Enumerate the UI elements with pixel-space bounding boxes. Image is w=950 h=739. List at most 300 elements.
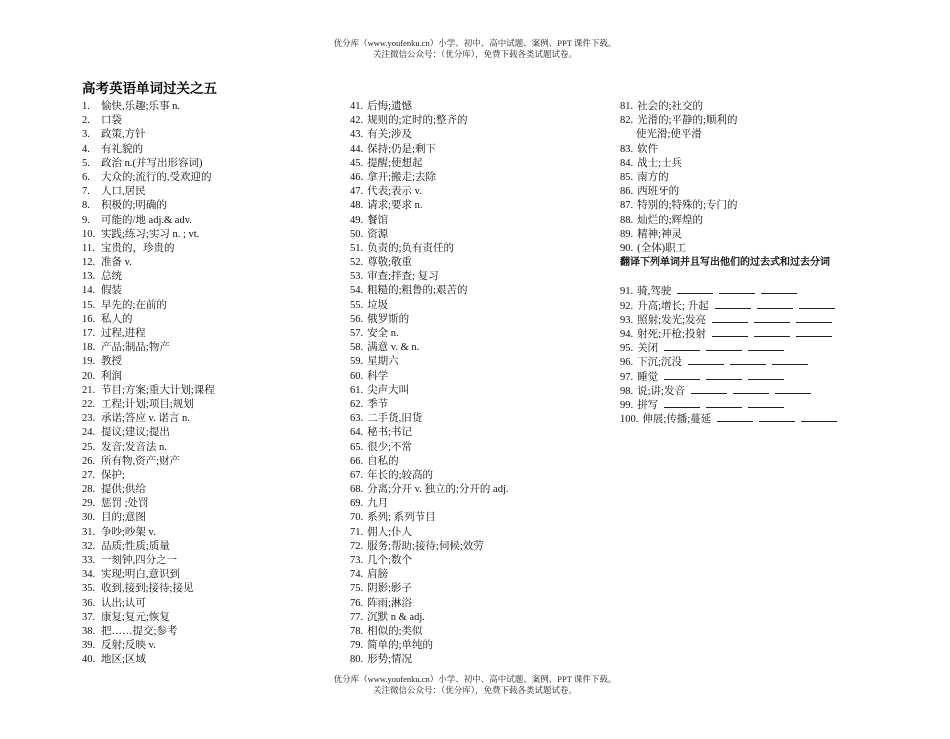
item-text: 几个;数个 bbox=[367, 555, 413, 566]
vocab-item bbox=[350, 653, 612, 667]
item-text: 规则的;定时的;整齐的 bbox=[367, 115, 468, 127]
item-text: 保持;仍是;剩下 bbox=[367, 143, 436, 155]
item-text: 请求;要求 n. bbox=[367, 200, 423, 212]
vocab-item bbox=[350, 398, 612, 412]
vocab-item bbox=[350, 526, 612, 540]
vocab-item bbox=[82, 284, 342, 298]
vocab-item bbox=[620, 228, 920, 242]
item-text: 总统 bbox=[101, 271, 122, 283]
item-number: 20. bbox=[82, 370, 96, 382]
vocab-item bbox=[82, 114, 342, 128]
item-number: 35. bbox=[82, 583, 96, 595]
vocab-item bbox=[350, 185, 612, 199]
vocab-item bbox=[350, 199, 612, 213]
verb-item bbox=[620, 355, 920, 369]
answer-blank[interactable] bbox=[664, 370, 700, 380]
item-number: 18. bbox=[82, 342, 96, 354]
item-number: 8. bbox=[82, 200, 90, 212]
item-number: 65. bbox=[350, 441, 364, 453]
vocab-item bbox=[82, 341, 342, 355]
vocab-item bbox=[82, 412, 342, 426]
vocab-item bbox=[350, 100, 612, 114]
item-text: 认出;认可 bbox=[101, 597, 146, 609]
verb-item bbox=[620, 327, 920, 341]
vocab-item bbox=[350, 242, 612, 256]
item-number: 54. bbox=[350, 285, 364, 297]
vocab-item bbox=[350, 611, 612, 625]
item-text: 精神;神灵 bbox=[637, 228, 683, 240]
item-text: 佣人;仆人 bbox=[367, 526, 413, 538]
item-text: 产品;制品;物产 bbox=[101, 342, 170, 354]
item-text: 政治 n.(并写出形容词) bbox=[101, 157, 203, 169]
vocab-item bbox=[350, 455, 612, 469]
vocab-item bbox=[350, 412, 612, 426]
item-text: 拿开;搬走;去除 bbox=[367, 171, 436, 183]
vocab-item bbox=[350, 157, 612, 171]
answer-blank[interactable] bbox=[691, 384, 727, 394]
item-number: 34. bbox=[82, 569, 96, 581]
item-text: 阴影;影子 bbox=[367, 583, 413, 595]
vocab-item bbox=[82, 398, 342, 412]
answer-blank[interactable] bbox=[775, 384, 811, 394]
vocab-item bbox=[620, 185, 920, 199]
answer-blank[interactable] bbox=[706, 370, 742, 380]
item-number: 58. bbox=[350, 342, 364, 354]
item-number: 29. bbox=[82, 498, 96, 510]
answer-blank[interactable] bbox=[733, 384, 769, 394]
item-number: 50. bbox=[350, 228, 364, 240]
item-text: 简单的;单纯的 bbox=[367, 640, 434, 652]
item-text: 灿烂的;辉煌的 bbox=[637, 214, 704, 226]
vocab-item bbox=[82, 242, 342, 256]
item-text: 睡觉 bbox=[637, 371, 659, 383]
item-number: 42. bbox=[350, 115, 364, 127]
item-number: 43. bbox=[350, 129, 364, 141]
item-text: 政策,方针 bbox=[101, 129, 146, 141]
item-text: 反射;反映 v. bbox=[101, 640, 156, 652]
answer-blank[interactable] bbox=[712, 313, 748, 323]
item-number: 30. bbox=[82, 512, 96, 524]
vocab-item bbox=[620, 214, 920, 228]
answer-blank[interactable] bbox=[748, 398, 784, 408]
item-text: 相似的;类似 bbox=[367, 625, 423, 637]
item-text: 愉快,乐趣;乐事 n. bbox=[101, 101, 181, 112]
item-number: 92. bbox=[620, 300, 634, 312]
item-text: 季节 bbox=[367, 398, 389, 410]
item-number: 72. bbox=[350, 540, 364, 552]
vocab-item bbox=[82, 568, 342, 582]
answer-blank[interactable] bbox=[754, 313, 790, 323]
item-text: 后悔;遗憾 bbox=[367, 101, 413, 112]
answer-blank[interactable] bbox=[730, 355, 766, 365]
item-text: 准备 v. bbox=[101, 257, 132, 269]
item-number: 37. bbox=[82, 611, 96, 623]
answer-blank[interactable] bbox=[664, 398, 700, 408]
item-number: 33. bbox=[82, 555, 96, 566]
answer-blank[interactable] bbox=[688, 355, 724, 365]
item-number: 48. bbox=[350, 200, 364, 212]
item-text: 升高;增长; 升起 bbox=[637, 300, 709, 312]
vocab-item bbox=[82, 469, 342, 483]
item-text: 负责的;负有责任的 bbox=[367, 242, 455, 254]
answer-blank[interactable] bbox=[748, 341, 784, 351]
vocab-item bbox=[82, 511, 342, 525]
answer-blank[interactable] bbox=[801, 412, 837, 422]
verb-item bbox=[620, 313, 920, 327]
item-text: 节目;方案;重大计划;课程 bbox=[101, 384, 215, 396]
item-number: 70. bbox=[350, 512, 364, 524]
item-number: 12. bbox=[82, 257, 96, 269]
item-text: 利润 bbox=[101, 370, 122, 382]
item-text: 下沉;沉没 bbox=[637, 357, 683, 369]
vocab-item bbox=[82, 653, 342, 667]
item-text: 服务;帮助;接待;伺候;效劳 bbox=[367, 540, 484, 552]
item-text: 有礼貌的 bbox=[101, 143, 143, 155]
answer-blank[interactable] bbox=[754, 327, 790, 337]
item-text: 品质;性质;质量 bbox=[101, 540, 170, 552]
vocab-item bbox=[350, 384, 612, 398]
item-text: 安全 n. bbox=[367, 328, 399, 339]
item-number: 82. bbox=[620, 115, 634, 127]
item-text: 宝贵的，珍贵的 bbox=[101, 242, 175, 254]
item-number: 46. bbox=[350, 171, 364, 183]
item-number: 21. bbox=[82, 384, 96, 396]
vocab-item bbox=[82, 540, 342, 554]
item-text: 私人的 bbox=[101, 313, 133, 325]
answer-blank[interactable] bbox=[796, 313, 832, 323]
vocab-item bbox=[82, 554, 342, 568]
item-number: 10. bbox=[82, 228, 96, 240]
item-text: 地区;区域 bbox=[101, 654, 146, 666]
item-number: 27. bbox=[82, 469, 96, 481]
item-text: 沉默 n & adj. bbox=[367, 611, 425, 623]
answer-blank[interactable] bbox=[706, 398, 742, 408]
item-text: 大众的;流行的,受欢迎的 bbox=[101, 171, 212, 183]
item-text: 可能的/地 adj.& adv. bbox=[101, 214, 192, 226]
vocab-item bbox=[82, 185, 342, 199]
item-number: 47. bbox=[350, 186, 364, 198]
vocab-item bbox=[82, 143, 342, 157]
item-text: 早先的;在前的 bbox=[101, 299, 167, 311]
item-text: 人口,居民 bbox=[101, 186, 146, 198]
vocab-item bbox=[620, 143, 920, 157]
answer-blank[interactable] bbox=[664, 341, 700, 351]
vocab-item bbox=[82, 639, 342, 653]
item-number: 51. bbox=[350, 242, 364, 254]
item-number: 86. bbox=[620, 186, 634, 198]
item-number: 28. bbox=[82, 484, 96, 496]
item-text: 口袋 bbox=[101, 115, 122, 127]
item-number: 80. bbox=[350, 654, 364, 666]
vocab-item bbox=[350, 341, 612, 355]
item-number: 67. bbox=[350, 469, 364, 481]
item-text: 星期六 bbox=[367, 356, 399, 368]
item-text: 收到,接到;接待;接见 bbox=[101, 583, 194, 595]
item-text: 实现;明白,意识到 bbox=[101, 569, 181, 581]
answer-blank[interactable] bbox=[799, 299, 835, 309]
item-text: 关闭 bbox=[637, 343, 659, 355]
vocab-item bbox=[82, 299, 342, 313]
vocab-item bbox=[82, 611, 342, 625]
item-number: 11. bbox=[82, 242, 95, 254]
item-number: 81. bbox=[620, 101, 634, 112]
vocab-item bbox=[350, 214, 612, 228]
vocab-item bbox=[82, 228, 342, 242]
item-text: 保护; bbox=[101, 469, 125, 481]
item-text: 骑,驾驶 bbox=[637, 286, 672, 298]
item-number: 84. bbox=[620, 157, 634, 169]
item-text: 射死;开枪;投射 bbox=[637, 329, 706, 340]
item-number: 90. bbox=[620, 242, 634, 254]
answer-blank[interactable] bbox=[719, 284, 755, 294]
item-text: 过程,进程 bbox=[101, 328, 146, 339]
item-number: 99. bbox=[620, 399, 634, 411]
item-text: 争吵;吵架 v. bbox=[101, 526, 156, 538]
item-number: 2. bbox=[82, 115, 90, 127]
item-text: 南方的 bbox=[637, 171, 669, 183]
item-text: 假装 bbox=[101, 285, 122, 297]
answer-blank[interactable] bbox=[772, 355, 808, 365]
item-number: 17. bbox=[82, 328, 96, 339]
item-text: 秘书;书记 bbox=[367, 427, 413, 439]
vocab-item bbox=[350, 128, 612, 142]
item-number: 41. bbox=[350, 101, 364, 112]
verb-item bbox=[620, 398, 920, 412]
item-number: 64. bbox=[350, 427, 364, 439]
header-banner-line2: 关注微信公众号：（优分库），免费下载各类试题试卷。 bbox=[372, 48, 577, 59]
vocab-column-3 bbox=[620, 100, 920, 426]
item-number: 39. bbox=[82, 640, 96, 652]
vocab-item bbox=[350, 469, 612, 483]
vocab-item bbox=[620, 171, 920, 185]
item-text: 科学 bbox=[367, 370, 389, 382]
item-text: 社会的;社交的 bbox=[637, 101, 704, 112]
item-text: 系列; 系列节目 bbox=[367, 512, 436, 524]
item-number: 14. bbox=[82, 285, 96, 297]
item-number: 9. bbox=[82, 214, 90, 226]
item-text: 拼写 bbox=[637, 399, 659, 411]
vocab-item bbox=[350, 284, 612, 298]
vocab-item bbox=[82, 199, 342, 213]
vocab-item bbox=[350, 568, 612, 582]
item-number: 23. bbox=[82, 413, 96, 425]
vocab-item bbox=[82, 100, 342, 114]
item-number: 5. bbox=[82, 157, 90, 169]
item-number: 96. bbox=[620, 357, 634, 369]
item-text: 发音;发音法 n. bbox=[101, 441, 167, 453]
item-number: 4. bbox=[82, 143, 90, 155]
item-number: 22. bbox=[82, 398, 96, 410]
vocab-item bbox=[350, 313, 612, 327]
item-text: 把……提交;参考 bbox=[101, 625, 178, 637]
item-number: 45. bbox=[350, 157, 364, 169]
vocab-item bbox=[350, 441, 612, 455]
vocab-item bbox=[350, 582, 612, 596]
item-text: 肩膀 bbox=[367, 569, 389, 581]
item-number: 97. bbox=[620, 371, 634, 383]
vocab-item bbox=[82, 483, 342, 497]
vocab-item bbox=[82, 128, 342, 142]
answer-blank[interactable] bbox=[706, 341, 742, 351]
item-text: 代表;表示 v. bbox=[367, 186, 422, 198]
item-text: 惩罚 ;处罚 bbox=[101, 498, 149, 510]
item-number: 75. bbox=[350, 583, 364, 595]
vocab-item bbox=[350, 483, 612, 497]
item-text: 提醒;使想起 bbox=[367, 157, 423, 169]
answer-blank[interactable] bbox=[796, 327, 832, 337]
header-banner-line1: 优分库（www.youfenku.cn）小学、初中、高中试题、案例、PPT 课件下载。 bbox=[333, 38, 617, 48]
item-number: 66. bbox=[350, 455, 364, 467]
item-number: 13. bbox=[82, 271, 96, 283]
item-number: 59. bbox=[350, 356, 364, 368]
vocab-item bbox=[82, 313, 342, 327]
vocab-item bbox=[82, 384, 342, 398]
item-text: 光滑的;平静的;顺利的 bbox=[637, 115, 738, 127]
vocab-item bbox=[350, 497, 612, 511]
item-text: 特别的;特殊的;专门的 bbox=[637, 200, 738, 212]
answer-blank[interactable] bbox=[757, 299, 793, 309]
item-number: 52. bbox=[350, 257, 364, 269]
vocab-item bbox=[620, 114, 920, 128]
vocab-item bbox=[350, 228, 612, 242]
item-number: 89. bbox=[620, 228, 634, 240]
answer-blank[interactable] bbox=[677, 284, 713, 294]
item-text: 伸展;传播;蔓延 bbox=[642, 414, 712, 426]
item-number: 61. bbox=[350, 384, 364, 396]
item-number: 15. bbox=[82, 299, 96, 311]
item-text: 尊敬;敬重 bbox=[367, 257, 413, 269]
item-text: 实践;练习;实习 n. ; vt. bbox=[101, 228, 200, 240]
item-number: 73. bbox=[350, 555, 364, 566]
item-number: 98. bbox=[620, 385, 634, 397]
item-number: 62. bbox=[350, 398, 364, 410]
item-text: 满意 v. & n. bbox=[367, 342, 420, 354]
item-text: 二手货,旧货 bbox=[367, 413, 423, 425]
item-number: 1. bbox=[82, 101, 90, 112]
footer-banner bbox=[0, 674, 950, 695]
item-number: 63. bbox=[350, 413, 364, 425]
vocab-item bbox=[82, 597, 342, 611]
item-text: 资源 bbox=[367, 228, 389, 240]
vocab-item bbox=[350, 554, 612, 568]
verb-item bbox=[620, 370, 920, 384]
answer-blank[interactable] bbox=[761, 284, 797, 294]
item-number: 94. bbox=[620, 329, 634, 340]
item-text: 一刻钟,四分之一 bbox=[101, 555, 178, 566]
vocab-item bbox=[82, 355, 342, 369]
item-number: 69. bbox=[350, 498, 364, 510]
item-text: 提议;建议;提出 bbox=[101, 427, 170, 439]
verb-item bbox=[620, 384, 920, 398]
vocab-item bbox=[620, 157, 920, 171]
vocab-item bbox=[620, 199, 920, 213]
answer-blank[interactable] bbox=[748, 370, 784, 380]
item-number: 85. bbox=[620, 171, 634, 183]
item-number: 95. bbox=[620, 343, 634, 355]
vocab-item bbox=[82, 455, 342, 469]
item-text: 垃圾 bbox=[367, 299, 389, 311]
vocab-item-continuation: 使光滑;使平滑 bbox=[636, 129, 702, 141]
vocab-item bbox=[82, 426, 342, 440]
vocab-column-2 bbox=[350, 100, 612, 668]
item-text: 阵雨;淋浴 bbox=[367, 597, 413, 609]
item-text: 软件 bbox=[637, 143, 659, 155]
item-text: 工程;计划;项目;规划 bbox=[101, 398, 194, 410]
vocab-item bbox=[350, 143, 612, 157]
item-text: 提供;供给 bbox=[101, 484, 146, 496]
vocab-item bbox=[82, 441, 342, 455]
item-number: 93. bbox=[620, 314, 634, 326]
item-number: 44. bbox=[350, 143, 364, 155]
item-number: 38. bbox=[82, 625, 96, 637]
item-number: 57. bbox=[350, 328, 364, 339]
item-text: (全体)职工 bbox=[637, 242, 687, 254]
vocab-item bbox=[82, 214, 342, 228]
vocab-item bbox=[350, 114, 612, 128]
vocab-column-1 bbox=[82, 100, 342, 668]
answer-blank[interactable] bbox=[715, 299, 751, 309]
item-number: 3. bbox=[82, 129, 90, 141]
item-number: 76. bbox=[350, 597, 364, 609]
item-number: 83. bbox=[620, 143, 634, 155]
verb-item bbox=[620, 341, 920, 355]
section-heading: 翻译下列单词并且写出他们的过去式和过去分词 bbox=[620, 257, 830, 269]
vocab-item bbox=[350, 511, 612, 525]
answer-blank[interactable] bbox=[759, 412, 795, 422]
item-number: 53. bbox=[350, 271, 364, 283]
vocab-item bbox=[82, 270, 342, 284]
item-text: 说;讲;发音 bbox=[637, 385, 685, 397]
item-text: 西班牙的 bbox=[637, 186, 680, 198]
item-text: 很少;不常 bbox=[367, 441, 413, 453]
item-number: 36. bbox=[82, 597, 96, 609]
item-text: 教授 bbox=[101, 356, 122, 368]
item-number: 74. bbox=[350, 569, 364, 581]
header-banner bbox=[0, 38, 950, 59]
item-number: 91. bbox=[620, 286, 634, 298]
item-number: 77. bbox=[350, 611, 364, 623]
item-number: 19. bbox=[82, 356, 96, 368]
vocab-item bbox=[82, 256, 342, 270]
vocab-item bbox=[82, 526, 342, 540]
item-text: 粗糙的;粗鲁的;艰苦的 bbox=[367, 285, 468, 297]
vocab-item bbox=[350, 370, 612, 384]
vocab-item bbox=[350, 625, 612, 639]
vocab-item bbox=[350, 171, 612, 185]
answer-blank[interactable] bbox=[717, 412, 753, 422]
vocab-item bbox=[350, 639, 612, 653]
item-number: 78. bbox=[350, 625, 364, 637]
item-number: 25. bbox=[82, 441, 96, 453]
vocab-item bbox=[350, 270, 612, 284]
item-number: 100. bbox=[620, 414, 639, 426]
vocab-item bbox=[350, 355, 612, 369]
item-number: 55. bbox=[350, 299, 364, 311]
item-number: 87. bbox=[620, 200, 634, 212]
item-number: 40. bbox=[82, 654, 96, 666]
item-text: 尖声大叫 bbox=[367, 384, 410, 396]
item-text: 有关;涉及 bbox=[367, 129, 413, 141]
vocab-item bbox=[350, 426, 612, 440]
page-title: 高考英语单词过关之五 bbox=[82, 81, 217, 97]
item-number: 88. bbox=[620, 214, 634, 226]
item-number: 31. bbox=[82, 526, 96, 538]
item-text: 承诺;答应 v. 诺言 n. bbox=[101, 413, 190, 425]
answer-blank[interactable] bbox=[712, 327, 748, 337]
vocab-item bbox=[350, 299, 612, 313]
footer-banner-line1: 优分库（www.youfenku.cn）小学、初中、高中试题、案例、PPT 课件下载。 bbox=[333, 674, 617, 684]
vocab-item bbox=[620, 242, 920, 256]
